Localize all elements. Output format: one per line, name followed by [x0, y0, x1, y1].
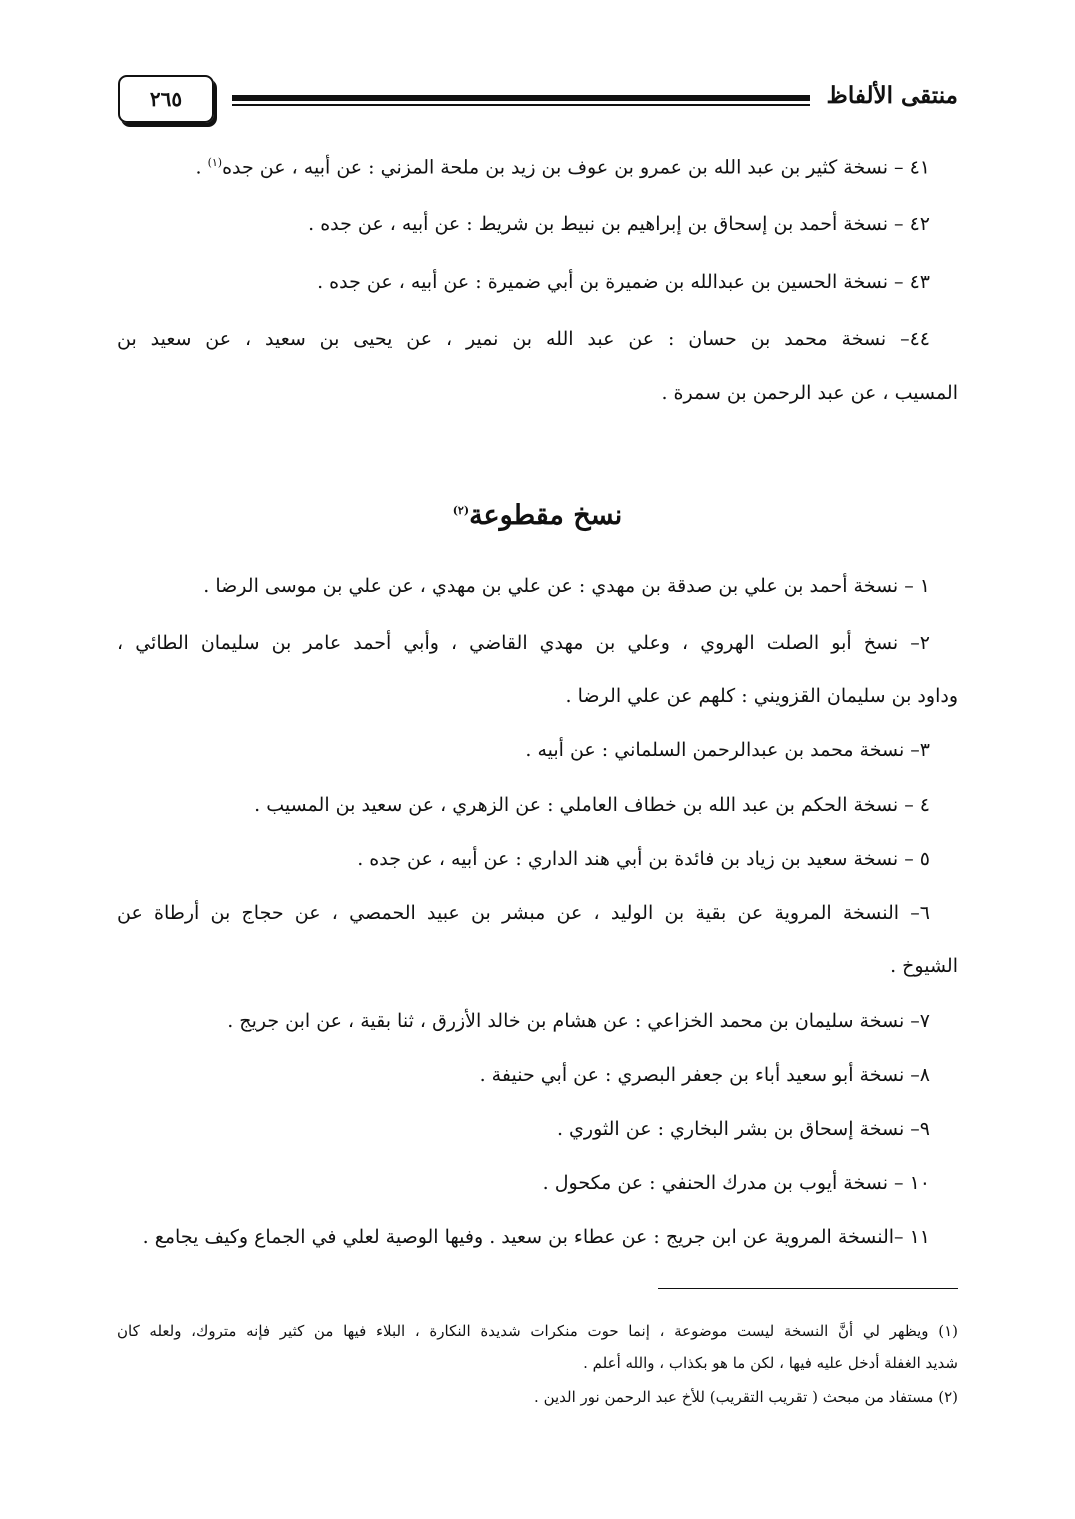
section-heading-text: نسخ مقطوعة: [469, 500, 623, 531]
entry-9: ٩– نسخة إسحاق بن بشر البخاري : عن الثوري .: [556, 1118, 930, 1140]
entry-41: [117, 149, 930, 181]
page-number-text: ٢٦٥: [149, 87, 183, 111]
entry-4: ٤ – نسخة الحكم بن عبد الله بن خطاف العاملي : عن الزهري ، عن سعيد بن المسيب .: [254, 794, 930, 816]
footnote-marker: (٢): [452, 504, 470, 517]
header-rule-thick: [232, 95, 810, 101]
entry-text: ٤١ – نسخة كثير بن عبد الله بن عمرو بن عوف بن زيد بن ملحة المزني : عن أبيه ، عن جده: [222, 156, 930, 179]
footnote-2: (٢) مستفاد من مبحث ( تقريب التقريب) للأخ عبد الرحمن نور الدين .: [534, 1388, 958, 1406]
footnote-marker: (١): [207, 156, 223, 169]
entry-11: ١١ –النسخة المروية عن ابن جريج : عن عطاء بن سعيد . وفيها الوصية لعلي في الجماع وكيف يجامع .: [142, 1226, 930, 1248]
section-heading: [0, 500, 1075, 531]
entry-2-line-2: وداود بن سليمان القزويني : كلهم عن علي الرضا .: [565, 685, 958, 707]
footnote-separator: [658, 1288, 958, 1289]
entry-44-line-2: المسيب ، عن عبد الرحمن بن سمرة .: [661, 382, 958, 404]
entry-8: ٨– نسخة أبو سعيد أباء بن جعفر البصري : عن أبي حنيفة .: [479, 1064, 930, 1086]
entry-10: ١٠ – نسخة أيوب بن مدرك الحنفي : عن مكحول .: [542, 1172, 930, 1194]
entry-2-line-1: ٢– نسخ أبو الصلت الهروي ، وعلي بن مهدي القاضي ، وأبي أحمد عامر بن سليمان الطائي ،: [117, 632, 930, 654]
entry-42: ٤٢ – نسخة أحمد بن إسحاق بن إبراهيم بن نبيط بن شريط : عن أبيه ، عن جده .: [308, 213, 930, 235]
entry-44-line-1: ٤٤– نسخة محمد بن حسان : عن عبد الله بن نمير ، عن يحيى بن سعيد ، عن سعيد بن: [117, 328, 930, 350]
entry-tail: .: [195, 156, 208, 179]
running-title: منتقى الألفاظ: [826, 82, 958, 109]
header-rule-thin: [232, 104, 810, 106]
entry-7: ٧– نسخة سليمان بن محمد الخزاعي : عن هشام بن خالد الأزرق ، ثنا بقية ، عن ابن جريج .: [227, 1010, 930, 1032]
entry-6-line-2: الشيوخ .: [890, 955, 958, 977]
entry-3: ٣– نسخة محمد بن عبدالرحمن السلماني : عن أبيه .: [525, 739, 930, 761]
header-rule: [232, 95, 810, 109]
entry-5: ٥ – نسخة سعيد بن زياد بن فائدة بن أبي هند الداري : عن أبيه ، عن جده .: [357, 848, 930, 870]
entry-1: ١ – نسخة أحمد بن علي بن صدقة بن مهدي : عن علي بن مهدي ، عن علي بن موسى الرضا .: [203, 575, 930, 597]
footnote-1-line-2: شديد الغفلة أدخل عليه فيها ، لكن ما هو بكذاب ، والله أعلم .: [583, 1354, 958, 1372]
entry-6-line-1: ٦– النسخة المروية عن بقية بن الوليد ، عن مبشر بن عبيد الحمصي ، عن حجاج بن أرطاة عن: [117, 902, 930, 924]
footnote-1-line-1: (١) ويظهر لي أنَّ النسخة ليست موضوعة ، إنما حوت منكرات شديدة النكارة ، البلاء فيها من كثير فإنه متروك، ولعله كان: [117, 1322, 958, 1340]
page-number: [118, 75, 214, 123]
entry-43: ٤٣ – نسخة الحسين بن عبدالله بن ضميرة بن أبي ضميرة : عن أبيه ، عن جده .: [317, 271, 930, 293]
